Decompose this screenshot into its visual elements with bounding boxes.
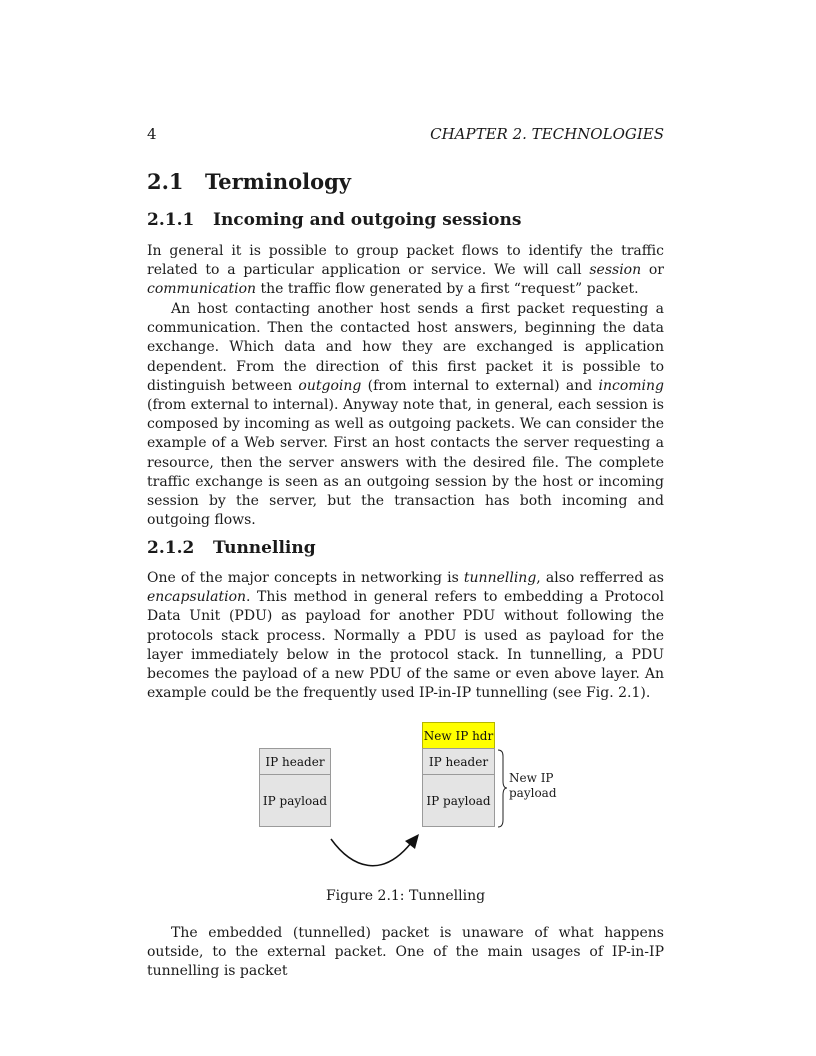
subsection-title: Incoming and outgoing sessions	[213, 210, 522, 230]
right-ip-payload-box: IP payload	[422, 774, 495, 827]
paragraph-embedded-packet: The embedded (tunnelled) packet is unaware of what happens outside, to the external packet. One of the main usages of IP-in-IP tunnelling is packet	[147, 925, 664, 980]
term-communication: communication	[147, 281, 257, 298]
encapsulation-arrow	[331, 839, 411, 866]
subsection-number: 2.1.2	[147, 538, 195, 558]
term-session: session	[589, 262, 642, 279]
subsection-title: Tunnelling	[213, 538, 316, 558]
term-outgoing: outgoing	[298, 377, 362, 394]
left-ip-header-box: IP header	[259, 748, 331, 775]
left-ip-payload-box: IP payload	[259, 774, 331, 827]
running-head	[147, 124, 664, 144]
subsection-heading-sessions	[147, 209, 521, 231]
term-incoming: incoming	[598, 377, 664, 394]
brace	[498, 750, 507, 827]
brace-label: New IP payload	[509, 771, 557, 800]
chapter-title: CHAPTER 2. TECHNOLOGIES	[430, 125, 664, 143]
section-number: 2.1	[147, 169, 184, 194]
subsection-number: 2.1.1	[147, 210, 195, 230]
subsection-heading-tunnelling	[147, 537, 316, 559]
term-encapsulation: encapsulation	[147, 589, 247, 606]
right-ip-header-box: IP header	[422, 748, 495, 775]
section-heading	[147, 168, 351, 196]
figure-caption: Figure 2.1: Tunnelling	[325, 888, 486, 904]
figure-graphics	[147, 716, 664, 888]
paragraph-sessions-direction: An host contacting another host sends a first packet requesting a communication. Then the contacted host answers, beginning the data exchange. Which data and how they are exchanged is application dependent. From the direction of this first packet it is possible to distinguish between outgoing (from internal to external) and incoming (from external to internal). Anyway note that, in general, each session is composed by incoming as well as outgoing packets. We can consider the example of a Web server. First an host contacts the server requesting a resource, then the server answers with the desired file. The complete traffic exchange is seen as an outgoing session by the host or incoming session by the server, but the transaction has both incoming and outgoing flows.	[147, 301, 664, 529]
page-number: 4	[147, 125, 157, 143]
section-title: Terminology	[205, 169, 351, 194]
term-tunnelling: tunnelling	[463, 570, 537, 586]
paragraph-sessions-intro: In general it is possible to group packet flows to identify the traffic related to a particular application or service. We will call session or communication the traffic flow generated by a first “request” packet.	[147, 243, 664, 298]
paragraph-tunnelling: One of the major concepts in networking is tunnelling, also refferred as encapsulation. This method in general refers to embedding a Protocol Data Unit (PDU) as payload for another PDU without following the protocols stack process. Normally a PDU is used as payload for the layer immediately below in the protocol stack. In tunnelling, a PDU becomes the payload of a new PDU of the same or even above layer. An example could be the frequently used IP-in-IP tunnelling (see Fig. 2.1).	[147, 570, 664, 702]
new-ip-header-box: New IP hdr	[422, 722, 495, 749]
tunnelling-figure	[147, 716, 664, 888]
